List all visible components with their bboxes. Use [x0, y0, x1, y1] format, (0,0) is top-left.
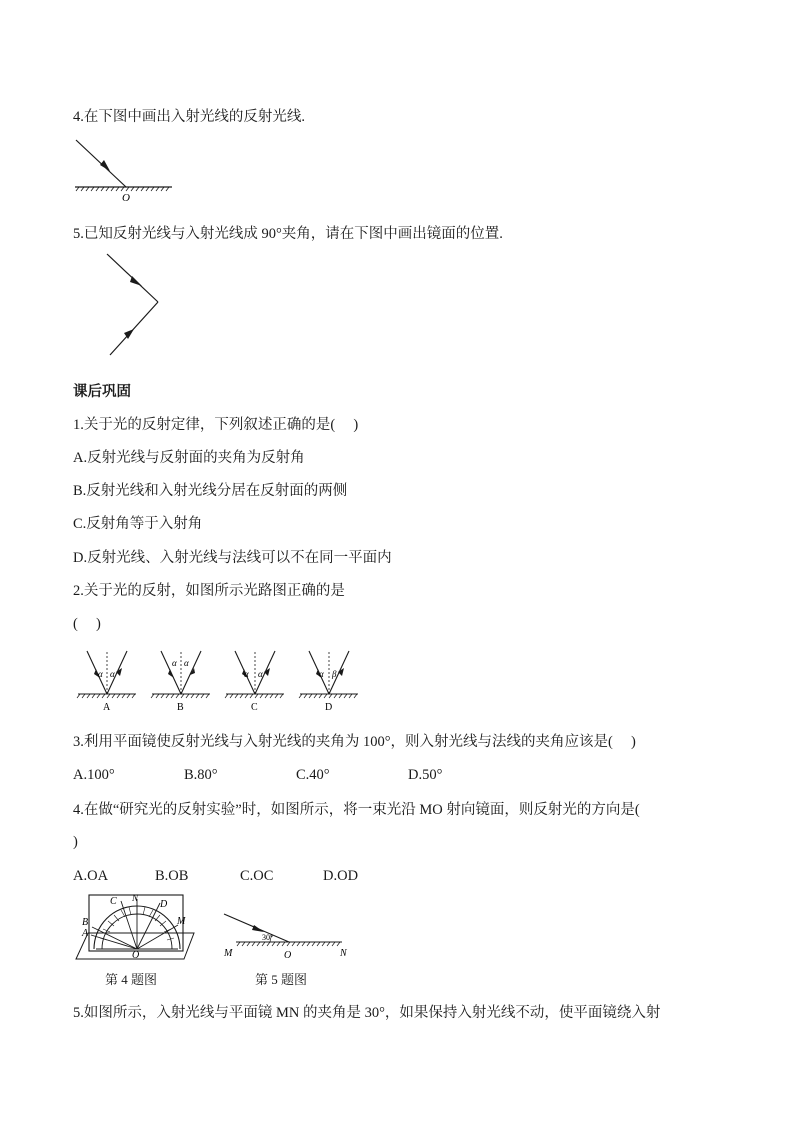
diagram-a-label: A [103, 702, 111, 713]
label-b: B [82, 917, 89, 928]
p3-option-a: A.100° [73, 767, 115, 783]
p1-option-c: C.反射角等于入射角 [73, 516, 203, 532]
label-d: D [160, 899, 168, 910]
diagram-d [299, 651, 358, 713]
incident-ray [76, 140, 126, 187]
diagram-d-label: D [325, 702, 333, 713]
p4-caption: 第 4 题图 [105, 972, 158, 987]
incident-arrow-5 [252, 925, 264, 932]
label-o: O [132, 950, 140, 961]
diagram-a-right-angle: α [110, 669, 115, 679]
p2-diagrams [74, 646, 364, 716]
p4-stem-cont: ) [73, 834, 78, 850]
q4-pre-stem: 4.在下图中画出入射光线的反射光线. [73, 109, 305, 125]
diagram-b-label: B [177, 702, 184, 713]
label-c: C [110, 896, 117, 907]
diagram-c-right-angle: α [258, 669, 263, 679]
label-a: A [82, 928, 89, 939]
p2-blank: ( ) [73, 616, 101, 632]
label-n-5: N [340, 948, 347, 959]
label-o-5: O [284, 950, 292, 961]
section-title: 课后巩固 [73, 384, 131, 400]
label-n: N [132, 893, 139, 903]
p1-option-a: A.反射光线与反射面的夹角为反射角 [73, 450, 305, 466]
diagram-c-label: C [251, 702, 258, 713]
p3-option-c: C.40° [296, 767, 330, 783]
p1-option-b: B.反射光线和入射光线分居在反射面的两侧 [73, 483, 348, 499]
angle-label: 30° [262, 933, 274, 942]
mirror-hatching [76, 187, 169, 191]
q4-pre-figure [74, 138, 174, 204]
ray-two [110, 302, 158, 355]
label-m: M [177, 916, 186, 927]
p2-stem: 2.关于光的反射，如图所示光路图正确的是 [73, 583, 345, 599]
p4-option-a: A.OA [73, 868, 109, 884]
diagram-c [225, 651, 284, 713]
p1-stem: 1.关于光的反射定律，下列叙述正确的是( ) [73, 417, 359, 433]
diagram-c-left-angle: α [244, 669, 249, 679]
p3-stem: 3.利用平面镜使反射光线与入射光线的夹角为 100°，则入射光线与法线的夹角应该是( ) [73, 734, 636, 750]
diagram-d-right-angle: β [332, 669, 337, 679]
p4-stem: 4.在做“研究光的反射实验”时，如图所示，将一束光沿 MO 射向镜面，则反射光的方向是( [73, 802, 640, 818]
diagram-a [77, 651, 136, 713]
incident-arrow [100, 160, 110, 171]
p5-caption: 第 5 题图 [255, 972, 308, 987]
p3-option-b: B.80° [184, 767, 218, 783]
p4-option-b: B.OB [155, 868, 189, 884]
q5-pre-figure [104, 251, 164, 361]
diagram-b [151, 651, 210, 713]
p3-option-d: D.50° [408, 767, 443, 783]
label-m-5: M [224, 948, 233, 959]
mirror-mn-hatching [237, 942, 340, 946]
diagram-a-left-angle: α [98, 669, 103, 679]
p4-figure [74, 893, 199, 963]
p5-stem: 5.如图所示，入射光线与平面镜 MN 的夹角是 30°，如果保持入射光线不动，使平面镜绕入射 [73, 1005, 661, 1021]
diagram-d-left-angle: α [319, 669, 324, 679]
ray-one-arrow [130, 276, 142, 286]
point-o-label: O [122, 192, 130, 204]
p5-figure [222, 908, 352, 964]
diagram-b-left-angle: α [172, 658, 177, 668]
p1-option-d: D.反射光线、入射光线与法线可以不在同一平面内 [73, 550, 392, 566]
p4-option-d: D.OD [323, 868, 359, 884]
diagram-b-right-angle: α [184, 658, 189, 668]
q5-pre-stem: 5.已知反射光线与入射光线成 90°夹角，请在下图中画出镜面的位置. [73, 226, 503, 242]
p4-option-c: C.OC [240, 868, 274, 884]
